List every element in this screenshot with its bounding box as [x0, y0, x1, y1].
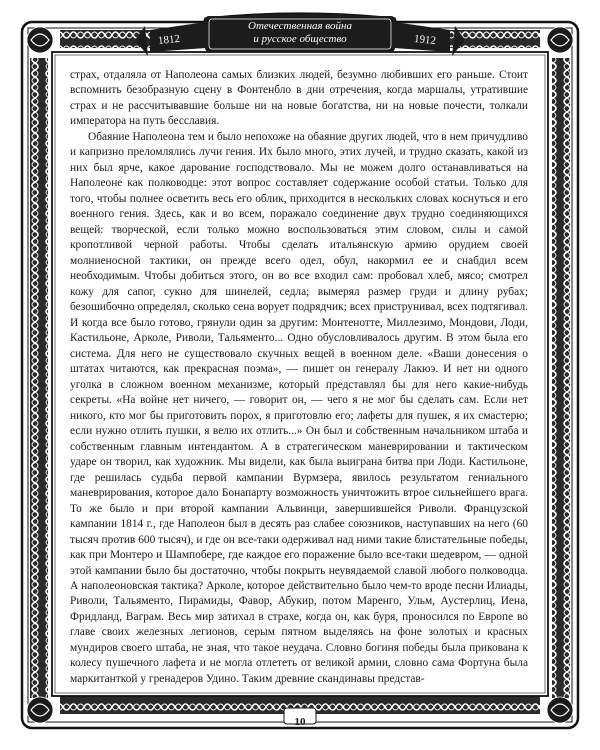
paragraph-1: страх, отдаляла от Наполеона самых близких людей, безумно любивших его раньше. Стоит вспомнить безобразную сцену в Фонтенбло в дни отречения, когда маршалы, утратившие страх и не рассчитывавшие больше ни на новые богатства, ни на новые почести, толкали императора на путь бесславия. — [70, 69, 528, 128]
header-title-line1: Отечественная война — [248, 20, 352, 32]
paragraph-2: Обаяние Наполеона тем и было непохоже на обаяние других людей, что в нем причудливо и капризно преломлялись лучи гения. Их было много, этих лучей, и трудно сказать, какой из них был ярче, какое дарование господствовало. Мы не можем долго останавливаться на Наполеоне как полководце: этот вопрос составляет содержание особой статьи. Только для того, чтобы полнее осветить весь его облик, приходится в нескольких словах коснуться и его военного гения. Здесь, как и во всем, поражало соединение двух трудно соединяющихся вещей: творческой, если только можно воспользоваться этим словом, силы и самой кропотливой черной работы. Чтобы сделать итальянскую армию орудием своей молниеносной тактики, он прежде всего одел, обул, накормил ее и снабдил всем необходимым. Чтобы добиться этого, он во все входил сам: пробовал хлеб, мясо; смотрел кожу для сапог, сукно для шинелей, седла; вымерял размер груди и длину рубах; безошибочно определял, сколько сена ворует подрядчик; всех приструнивал, всех подтягивал. И когда все было готово, грянули один за другим: Монтенотте, Миллезимо, Мондови, Лоди, Кастильоне, Арколе, Риволи, Тальяменто... Одно обусловливалось другим. В этом была его система. Для него не существовало скучных вещей в военном деле. «Ваши донесения о штатах читаются, как прекрасная поэма», — пишет он генералу Лакюэ. И нет ни одного уголка в сложном военном механизме, который представлял бы для него какие-нибудь секреты. «На войне нет ничего, — говорит он, — чего я не мог бы сделать сам. Если нет никого, кто мог бы приготовить порох, я приготовлю его; лафеты для пушек, я их смастерю; если нужно отлить пушки, я велю их отлить...» Он был и собственным начальником штаба и собственным главным интендантом. А в стратегическом маневрировании и тактическом ударе он творил, как художник. Мы видели, как была выиграна битва при Лоди. Кастильоне, где решилась судьба первой кампании Вурмзера, явилось результатом гениального маневрирования, которое дало Бонапарту возможность уничтожить втрое сильнейшего врага. То же было и при второй кампании Альвинци, завершившейся Риволи. Французской кампании 1814 г., где Наполеон был в десять раз слабее союзников, наступавших на него (60 тысяч против 600 тысяч), и где он все-таки одерживал над ними такие блистательные победы, как при Монтеро и Шампобере, где каждое его поражение было все-таки шедевром, — одной этой кампании было бы достаточно, чтобы покрыть неувядаемой славой любого полководца. А наполеоновская тактика? Арколе, которое действительно было чем-то вроде песни Илиады, Риволи, Тальяменто, Пирамиды, Фавор, Абукир, потом Маренго, Ульм, Аустерлиц, Иена, Фридланд, Ваграм. Весь мир затихал в страхе, когда он, как буря, проносился по Европе во главе своих железных легионов, серым пятном выделяясь на фоне золотых и красных мундиров своего штаба, не зная, что такое неудача. Словно богиня победы была прикована к колесу пушечного лафета и не могла отлететь от великой армии, словно сама Фортуна была маркитанткой у гренадеров Удино. Таким древние скандинавы представ- — [70, 130, 528, 685]
header-title-line2: и русское общество — [253, 33, 347, 45]
header-year-left: 1812 — [157, 32, 181, 48]
page-number: 10 — [294, 716, 306, 728]
header-year-right: 1912 — [413, 32, 437, 48]
body-text — [70, 68, 528, 687]
